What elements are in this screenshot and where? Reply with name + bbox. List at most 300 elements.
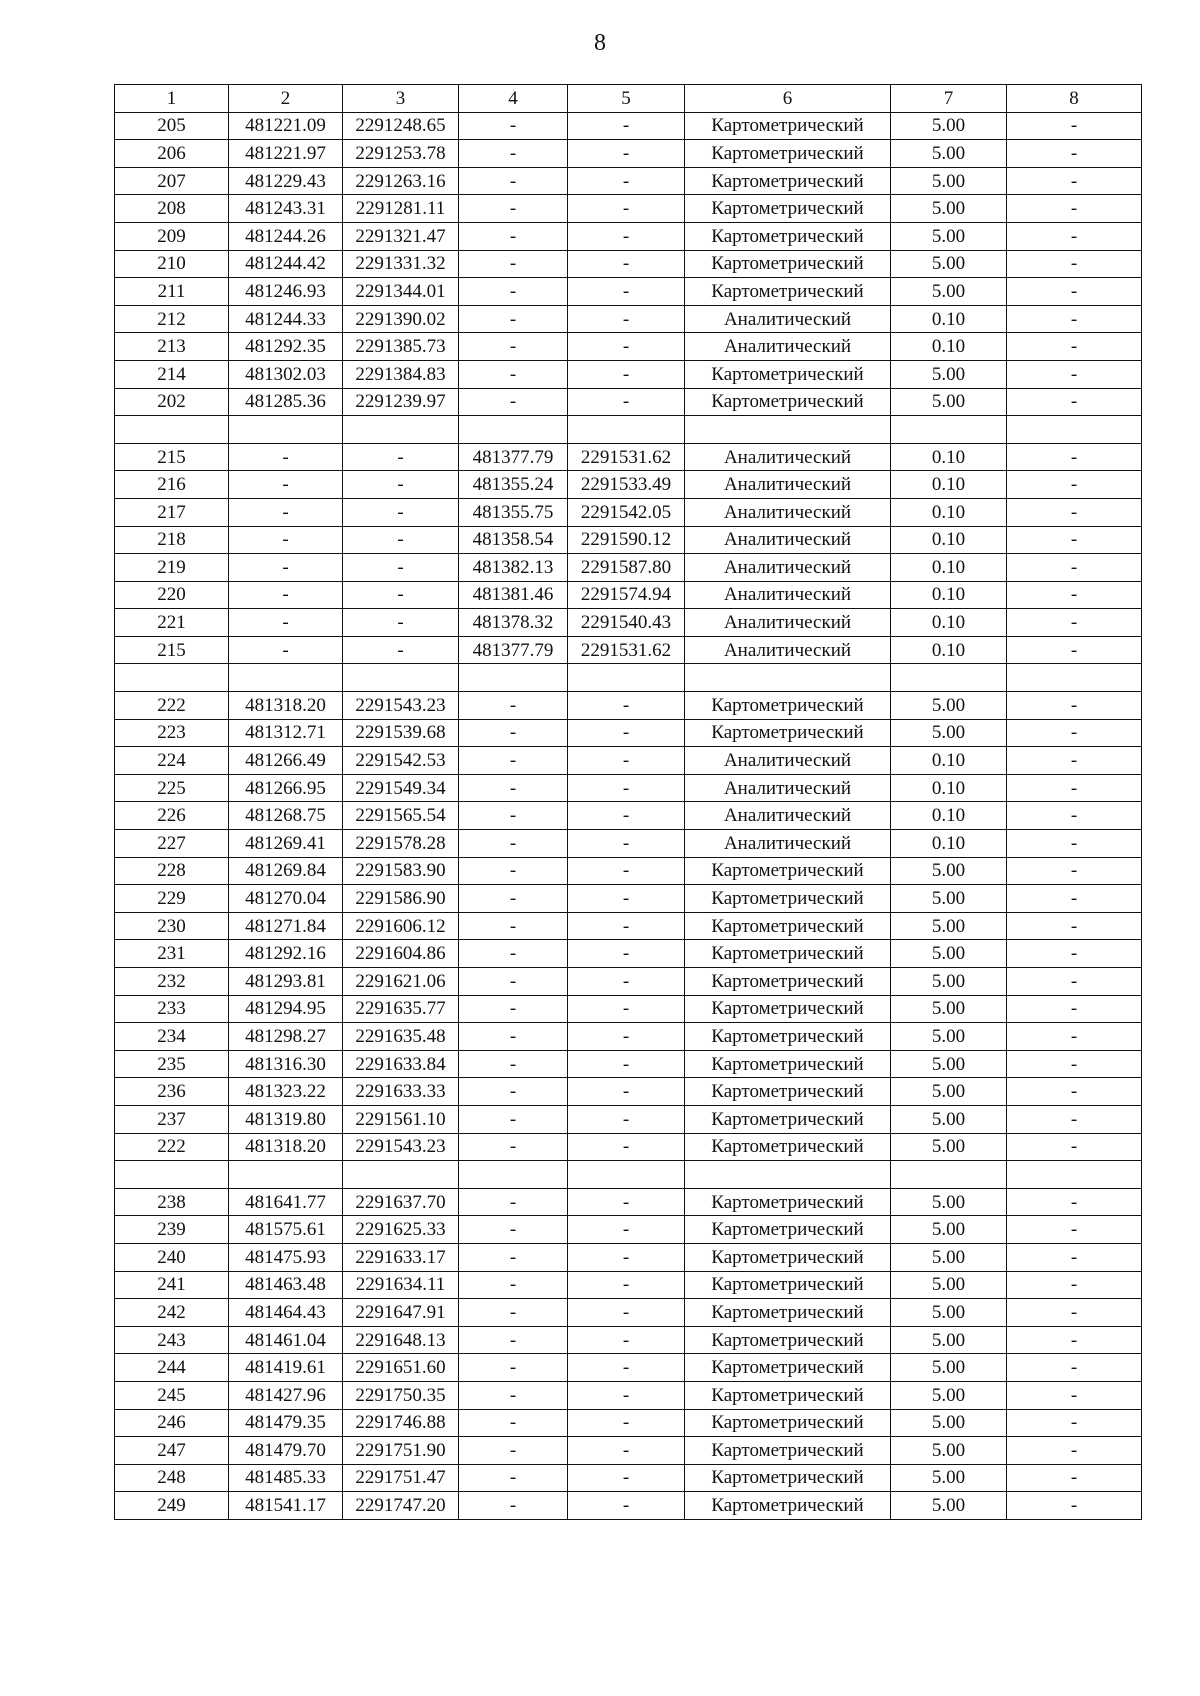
table-cell: 223 xyxy=(115,719,229,747)
table-cell: - xyxy=(459,1299,568,1327)
table-row xyxy=(115,195,1142,223)
table-cell: - xyxy=(568,1437,685,1465)
table-cell: 2291621.06 xyxy=(343,968,459,996)
table-cell: 206 xyxy=(115,140,229,168)
table-cell: 0.10 xyxy=(891,443,1007,471)
table-cell: 481221.09 xyxy=(229,112,343,140)
table-cell: - xyxy=(1007,1299,1142,1327)
table-cell: - xyxy=(1007,995,1142,1023)
table-cell: 481377.79 xyxy=(459,636,568,664)
table-cell: - xyxy=(1007,1271,1142,1299)
table-cell: - xyxy=(568,250,685,278)
table-cell: 5.00 xyxy=(891,222,1007,250)
table-row xyxy=(115,912,1142,940)
table-cell: - xyxy=(459,857,568,885)
table-cell: - xyxy=(1007,1105,1142,1133)
table-cell: - xyxy=(459,774,568,802)
table-cell: - xyxy=(1007,692,1142,720)
column-header: 2 xyxy=(229,85,343,113)
table-cell: Картометрический xyxy=(685,1023,891,1051)
table-cell: 5.00 xyxy=(891,1105,1007,1133)
table-cell: Картометрический xyxy=(685,940,891,968)
table-cell: 202 xyxy=(115,388,229,416)
table-cell: 2291635.77 xyxy=(343,995,459,1023)
column-header: 3 xyxy=(343,85,459,113)
table-cell: 0.10 xyxy=(891,333,1007,361)
table-cell: - xyxy=(1007,609,1142,637)
table-cell: 2291633.33 xyxy=(343,1078,459,1106)
table-cell: - xyxy=(343,609,459,637)
table-cell: - xyxy=(1007,581,1142,609)
table-cell: Аналитический xyxy=(685,333,891,361)
table-cell: 481381.46 xyxy=(459,581,568,609)
table-cell: 481292.35 xyxy=(229,333,343,361)
table-row xyxy=(115,995,1142,1023)
table-cell: - xyxy=(229,471,343,499)
table-cell: - xyxy=(568,857,685,885)
table-cell: 2291543.23 xyxy=(343,1133,459,1161)
table-cell xyxy=(115,1161,229,1189)
table-cell: Картометрический xyxy=(685,360,891,388)
table-cell: 2291385.73 xyxy=(343,333,459,361)
table-cell: 481319.80 xyxy=(229,1105,343,1133)
table-cell: Картометрический xyxy=(685,885,891,913)
table-cell: - xyxy=(459,802,568,830)
table-cell: - xyxy=(1007,802,1142,830)
table-cell: - xyxy=(1007,940,1142,968)
table-cell: 5.00 xyxy=(891,857,1007,885)
table-cell: - xyxy=(1007,1354,1142,1382)
table-cell: - xyxy=(1007,1409,1142,1437)
table-cell: Картометрический xyxy=(685,140,891,168)
table-cell: 2291561.10 xyxy=(343,1105,459,1133)
table-cell: - xyxy=(568,802,685,830)
table-cell: Аналитический xyxy=(685,609,891,637)
table-row xyxy=(115,554,1142,582)
table-cell: 2291586.90 xyxy=(343,885,459,913)
table-cell: 2291578.28 xyxy=(343,830,459,858)
table-cell: - xyxy=(1007,1050,1142,1078)
table-cell: - xyxy=(459,1105,568,1133)
table-cell: - xyxy=(1007,636,1142,664)
table-cell: - xyxy=(343,443,459,471)
table-cell: - xyxy=(568,1354,685,1382)
table-cell: 222 xyxy=(115,692,229,720)
table-cell: 5.00 xyxy=(891,278,1007,306)
table-cell xyxy=(685,416,891,444)
table-cell: - xyxy=(1007,360,1142,388)
table-cell xyxy=(229,416,343,444)
table-cell: 5.00 xyxy=(891,1409,1007,1437)
table-cell: - xyxy=(459,140,568,168)
table-cell: 240 xyxy=(115,1243,229,1271)
column-header: 7 xyxy=(891,85,1007,113)
table-row xyxy=(115,1354,1142,1382)
table-cell: 481285.36 xyxy=(229,388,343,416)
table-cell: - xyxy=(1007,1464,1142,1492)
table-cell: - xyxy=(459,1050,568,1078)
table-cell: - xyxy=(1007,1023,1142,1051)
table-cell: Аналитический xyxy=(685,443,891,471)
table-cell: - xyxy=(568,140,685,168)
table-cell: 481244.42 xyxy=(229,250,343,278)
table-cell: - xyxy=(568,1023,685,1051)
table-cell: - xyxy=(229,636,343,664)
table-cell: 5.00 xyxy=(891,1188,1007,1216)
table-row xyxy=(115,747,1142,775)
table-cell: - xyxy=(459,968,568,996)
table-cell: 481479.35 xyxy=(229,1409,343,1437)
table-cell: Аналитический xyxy=(685,526,891,554)
table-cell: - xyxy=(1007,222,1142,250)
table-cell: - xyxy=(459,1326,568,1354)
table-cell: 481229.43 xyxy=(229,167,343,195)
table-cell: 215 xyxy=(115,636,229,664)
table-cell: - xyxy=(459,305,568,333)
table-cell: - xyxy=(343,636,459,664)
table-cell: - xyxy=(459,940,568,968)
table-cell: 241 xyxy=(115,1271,229,1299)
table-cell: - xyxy=(459,1078,568,1106)
table-cell: - xyxy=(459,1216,568,1244)
table-cell: 5.00 xyxy=(891,250,1007,278)
table-cell: 0.10 xyxy=(891,305,1007,333)
table-cell: 5.00 xyxy=(891,1271,1007,1299)
table-row xyxy=(115,1437,1142,1465)
table-cell: - xyxy=(568,1381,685,1409)
table-cell: 2291606.12 xyxy=(343,912,459,940)
table-cell: 481641.77 xyxy=(229,1188,343,1216)
table-cell: 481575.61 xyxy=(229,1216,343,1244)
table-cell: - xyxy=(568,912,685,940)
table-cell: - xyxy=(568,1133,685,1161)
table-cell: Картометрический xyxy=(685,1105,891,1133)
table-cell: - xyxy=(459,1188,568,1216)
table-cell: 2291751.47 xyxy=(343,1464,459,1492)
table-cell: 481378.32 xyxy=(459,609,568,637)
table-cell: 5.00 xyxy=(891,1078,1007,1106)
table-cell: - xyxy=(459,912,568,940)
table-cell: - xyxy=(343,471,459,499)
table-cell: 244 xyxy=(115,1354,229,1382)
table-cell: 2291651.60 xyxy=(343,1354,459,1382)
table-cell: 5.00 xyxy=(891,719,1007,747)
table-cell: 238 xyxy=(115,1188,229,1216)
table-cell: - xyxy=(1007,719,1142,747)
table-row xyxy=(115,802,1142,830)
table-cell: Картометрический xyxy=(685,1188,891,1216)
table-row xyxy=(115,167,1142,195)
table-cell: - xyxy=(1007,1133,1142,1161)
table-cell: - xyxy=(343,554,459,582)
table-cell xyxy=(685,1161,891,1189)
table-cell: 239 xyxy=(115,1216,229,1244)
table-cell: 213 xyxy=(115,333,229,361)
table-cell xyxy=(1007,664,1142,692)
table-cell: 235 xyxy=(115,1050,229,1078)
table-cell: 481268.75 xyxy=(229,802,343,830)
table-cell: 481318.20 xyxy=(229,692,343,720)
table-cell: 2291531.62 xyxy=(568,443,685,471)
table-cell: 481294.95 xyxy=(229,995,343,1023)
table-cell: 0.10 xyxy=(891,498,1007,526)
table-cell: - xyxy=(1007,1078,1142,1106)
table-cell: 5.00 xyxy=(891,1437,1007,1465)
table-cell: Картометрический xyxy=(685,250,891,278)
table-header-row xyxy=(115,85,1142,113)
table-cell xyxy=(568,416,685,444)
table-cell: 481541.17 xyxy=(229,1492,343,1520)
table-cell: - xyxy=(229,581,343,609)
table-cell: 5.00 xyxy=(891,1326,1007,1354)
table-cell xyxy=(229,664,343,692)
table-cell: - xyxy=(568,1492,685,1520)
table-cell: 242 xyxy=(115,1299,229,1327)
table-cell: 5.00 xyxy=(891,692,1007,720)
table-cell: 2291565.54 xyxy=(343,802,459,830)
table-cell xyxy=(891,664,1007,692)
table-cell: 230 xyxy=(115,912,229,940)
table-cell: - xyxy=(1007,1326,1142,1354)
table-cell: Картометрический xyxy=(685,1133,891,1161)
table-cell: Картометрический xyxy=(685,968,891,996)
table-cell: 481463.48 xyxy=(229,1271,343,1299)
table-cell: 0.10 xyxy=(891,747,1007,775)
table-row xyxy=(115,1105,1142,1133)
table-cell: - xyxy=(568,774,685,802)
table-cell: Картометрический xyxy=(685,1216,891,1244)
table-cell: - xyxy=(568,1271,685,1299)
table-cell: 5.00 xyxy=(891,1050,1007,1078)
table-cell: 5.00 xyxy=(891,360,1007,388)
table-cell: 0.10 xyxy=(891,802,1007,830)
table-cell xyxy=(459,1161,568,1189)
table-cell: - xyxy=(459,719,568,747)
table-cell: 481246.93 xyxy=(229,278,343,306)
table-cell: 481358.54 xyxy=(459,526,568,554)
table-cell: 2291549.34 xyxy=(343,774,459,802)
table-cell: - xyxy=(459,830,568,858)
table-cell xyxy=(343,416,459,444)
table-cell: - xyxy=(568,1050,685,1078)
table-cell: - xyxy=(1007,388,1142,416)
table-cell: 481461.04 xyxy=(229,1326,343,1354)
table-cell: - xyxy=(568,305,685,333)
table-cell: 2291542.53 xyxy=(343,747,459,775)
table-cell: - xyxy=(568,195,685,223)
table-cell xyxy=(115,664,229,692)
table-cell: - xyxy=(229,554,343,582)
table-cell: - xyxy=(568,747,685,775)
table-cell: 2291321.47 xyxy=(343,222,459,250)
table-cell: 2291634.11 xyxy=(343,1271,459,1299)
table-row xyxy=(115,222,1142,250)
table-cell: Картометрический xyxy=(685,1326,891,1354)
table-cell: 5.00 xyxy=(891,1354,1007,1382)
table-cell: 227 xyxy=(115,830,229,858)
table-cell xyxy=(343,664,459,692)
table-cell: - xyxy=(459,195,568,223)
table-cell xyxy=(343,1161,459,1189)
table-cell: 2291248.65 xyxy=(343,112,459,140)
table-cell: Картометрический xyxy=(685,1409,891,1437)
table-cell: - xyxy=(229,443,343,471)
table-cell xyxy=(229,1161,343,1189)
table-cell: 481382.13 xyxy=(459,554,568,582)
table-cell: 219 xyxy=(115,554,229,582)
table-cell: 2291540.43 xyxy=(568,609,685,637)
table-cell: 481266.49 xyxy=(229,747,343,775)
table-cell: 2291747.20 xyxy=(343,1492,459,1520)
table-cell: 2291633.84 xyxy=(343,1050,459,1078)
table-cell: Картометрический xyxy=(685,195,891,223)
table-cell: 5.00 xyxy=(891,1243,1007,1271)
table-cell: - xyxy=(568,360,685,388)
table-cell: 481293.81 xyxy=(229,968,343,996)
table-cell: - xyxy=(459,1271,568,1299)
table-cell: 2291648.13 xyxy=(343,1326,459,1354)
table-cell: 221 xyxy=(115,609,229,637)
table-cell: - xyxy=(568,719,685,747)
table-row xyxy=(115,692,1142,720)
table-cell: - xyxy=(459,747,568,775)
table-cell: - xyxy=(1007,1437,1142,1465)
table-cell xyxy=(568,1161,685,1189)
table-cell: 481479.70 xyxy=(229,1437,343,1465)
table-cell: - xyxy=(568,1105,685,1133)
table-cell: 481269.41 xyxy=(229,830,343,858)
table-cell: - xyxy=(459,388,568,416)
column-header: 5 xyxy=(568,85,685,113)
table-cell: - xyxy=(459,1023,568,1051)
table-cell: - xyxy=(568,1188,685,1216)
table-cell: Картометрический xyxy=(685,1464,891,1492)
table-cell: 481221.97 xyxy=(229,140,343,168)
table-cell: 2291239.97 xyxy=(343,388,459,416)
table-cell: 0.10 xyxy=(891,471,1007,499)
table-cell: - xyxy=(1007,885,1142,913)
table-cell: 481475.93 xyxy=(229,1243,343,1271)
table-cell: 217 xyxy=(115,498,229,526)
table-cell: 229 xyxy=(115,885,229,913)
table-cell: 5.00 xyxy=(891,112,1007,140)
table-cell: - xyxy=(1007,554,1142,582)
table-cell: - xyxy=(229,498,343,526)
separator-row xyxy=(115,664,1142,692)
table-row xyxy=(115,1078,1142,1106)
table-cell: 481269.84 xyxy=(229,857,343,885)
table-row xyxy=(115,1243,1142,1271)
table-cell: 481266.95 xyxy=(229,774,343,802)
table-cell: 5.00 xyxy=(891,885,1007,913)
table-cell: 220 xyxy=(115,581,229,609)
table-cell: 233 xyxy=(115,995,229,1023)
table-cell: 5.00 xyxy=(891,1492,1007,1520)
table-cell: - xyxy=(1007,857,1142,885)
table-cell: 481244.26 xyxy=(229,222,343,250)
table-cell: - xyxy=(1007,305,1142,333)
table-cell: - xyxy=(1007,195,1142,223)
table-cell: 5.00 xyxy=(891,995,1007,1023)
table-cell: 481316.30 xyxy=(229,1050,343,1078)
table-cell xyxy=(568,664,685,692)
column-header: 4 xyxy=(459,85,568,113)
table-cell: 0.10 xyxy=(891,609,1007,637)
table-row xyxy=(115,1381,1142,1409)
table-cell: 481243.31 xyxy=(229,195,343,223)
table-cell: 481318.20 xyxy=(229,1133,343,1161)
table-row xyxy=(115,112,1142,140)
table-cell: 243 xyxy=(115,1326,229,1354)
table-cell xyxy=(685,664,891,692)
column-header: 6 xyxy=(685,85,891,113)
table-row xyxy=(115,250,1142,278)
table-cell: 246 xyxy=(115,1409,229,1437)
table-cell: - xyxy=(459,1243,568,1271)
page-number: 8 xyxy=(594,30,606,56)
table-cell: 2291647.91 xyxy=(343,1299,459,1327)
table-cell: 226 xyxy=(115,802,229,830)
table-cell: 237 xyxy=(115,1105,229,1133)
table-cell: Картометрический xyxy=(685,1381,891,1409)
table-cell: 481244.33 xyxy=(229,305,343,333)
table-row xyxy=(115,1464,1142,1492)
table-cell: - xyxy=(1007,333,1142,361)
table-cell: Аналитический xyxy=(685,305,891,333)
table-cell: 5.00 xyxy=(891,167,1007,195)
table-cell: 5.00 xyxy=(891,1216,1007,1244)
table-cell: Аналитический xyxy=(685,498,891,526)
table-cell: - xyxy=(1007,830,1142,858)
table-cell: 212 xyxy=(115,305,229,333)
table-cell: 211 xyxy=(115,278,229,306)
table-cell: 0.10 xyxy=(891,581,1007,609)
table-cell: - xyxy=(343,526,459,554)
table-cell: - xyxy=(459,333,568,361)
table-cell: - xyxy=(1007,1188,1142,1216)
table-cell: Картометрический xyxy=(685,1271,891,1299)
table-row xyxy=(115,830,1142,858)
table-cell: 0.10 xyxy=(891,636,1007,664)
table-cell xyxy=(891,416,1007,444)
table-cell: 249 xyxy=(115,1492,229,1520)
table-row xyxy=(115,1050,1142,1078)
table-cell: Картометрический xyxy=(685,388,891,416)
table-cell: 2291263.16 xyxy=(343,167,459,195)
table-row xyxy=(115,1409,1142,1437)
table-cell: - xyxy=(568,388,685,416)
table-cell: 5.00 xyxy=(891,140,1007,168)
table-cell: Картометрический xyxy=(685,995,891,1023)
table-cell: 5.00 xyxy=(891,1133,1007,1161)
table-row xyxy=(115,140,1142,168)
table-cell: 481419.61 xyxy=(229,1354,343,1382)
table-cell: 5.00 xyxy=(891,1023,1007,1051)
table-cell: 215 xyxy=(115,443,229,471)
table-cell: - xyxy=(568,968,685,996)
table-cell: - xyxy=(343,498,459,526)
table-cell: Картометрический xyxy=(685,278,891,306)
table-cell: 481298.27 xyxy=(229,1023,343,1051)
table-cell: 481355.75 xyxy=(459,498,568,526)
table-cell: - xyxy=(1007,140,1142,168)
table-cell: - xyxy=(459,995,568,1023)
table-cell xyxy=(891,1161,1007,1189)
table-cell: - xyxy=(568,995,685,1023)
table-cell: 210 xyxy=(115,250,229,278)
table-cell xyxy=(1007,416,1142,444)
table-cell: Картометрический xyxy=(685,857,891,885)
